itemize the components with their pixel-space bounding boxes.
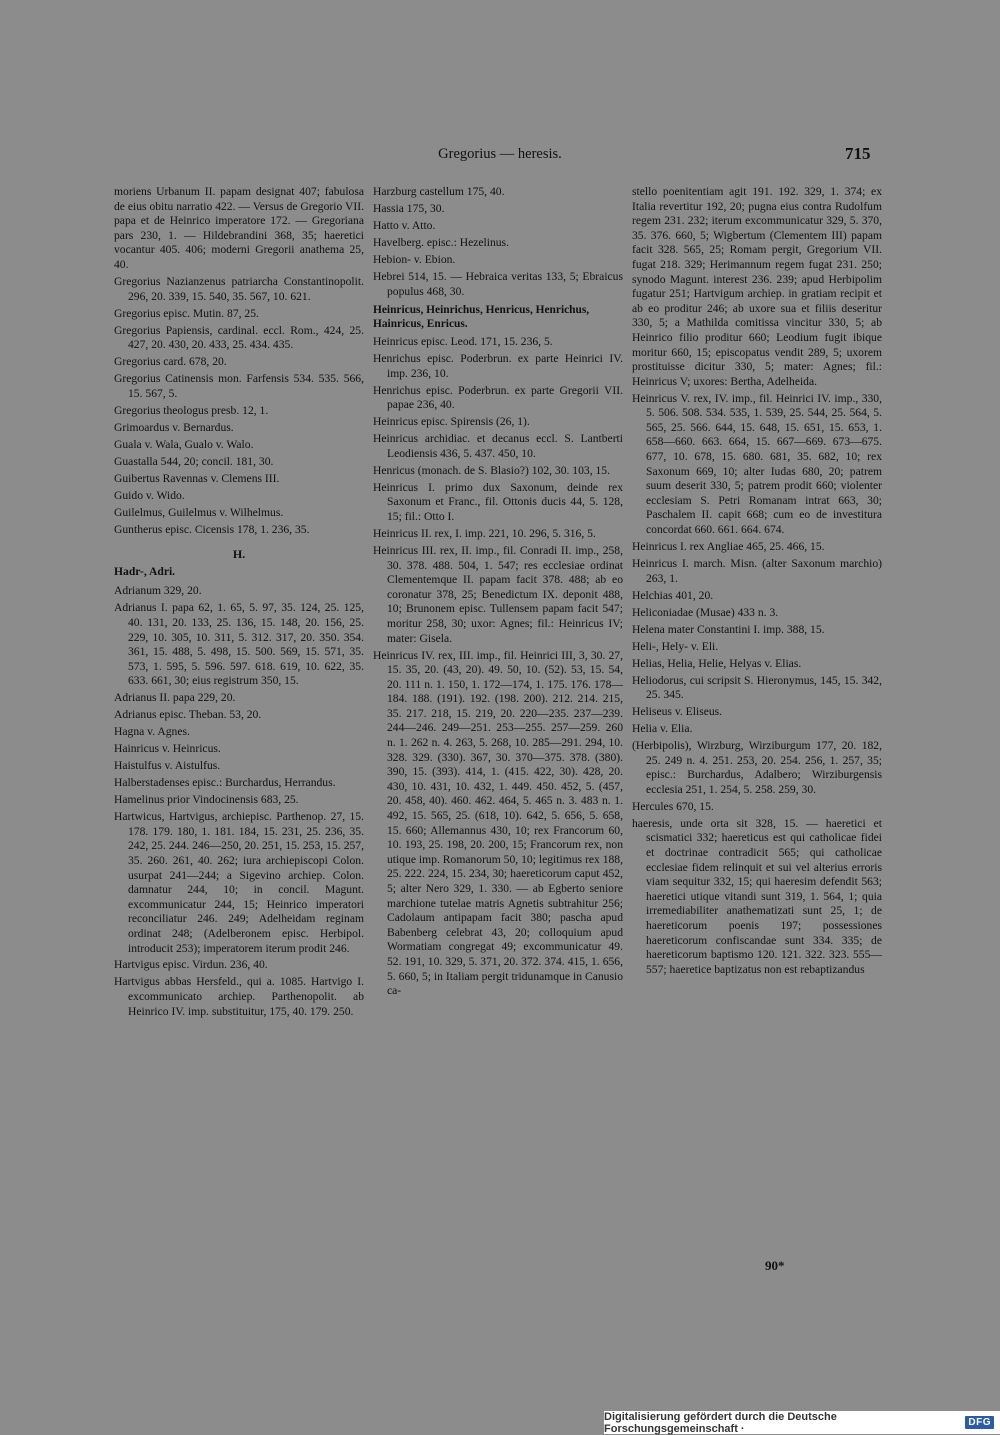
index-column-right bbox=[632, 185, 882, 980]
index-entry: Helena mater Constantini I. imp. 388, 15. bbox=[632, 622, 825, 636]
index-entry: haeresis, unde orta sit 328, 15. — haeretici et scismatici 332; haereticus est qui catholicae fidei et doctrinae contradicit 565; qui catholicae ecclesiae fidem relinquit et sui vel alterius erroris viam sequitur 332, 15; qui haeresim defendit 563; haeretici utique vitandi sunt 319, 1. 564, 1; quia irremediabiliter anathematizati sunt 25, 1; de haereticorum poenis 197; possessiones haereticorum confiscandae sunt 334. 335; de haereticorum baptismo 120. 121. 322. 323. 555—557; haeretice baptizatus non est rebaptizandus bbox=[632, 816, 882, 976]
index-entry: Helchias 401, 20. bbox=[632, 588, 714, 602]
index-entry: Hartvigus episc. Virdun. 236, 40. bbox=[114, 958, 268, 972]
index-entry: Harzburg castellum 175, 40. bbox=[373, 185, 505, 198]
index-entry: Heliseus v. Eliseus. bbox=[632, 705, 723, 719]
index-entry: Haistulfus v. Aistulfus. bbox=[114, 759, 221, 773]
running-title: Gregorius — heresis. bbox=[438, 146, 562, 162]
page-header bbox=[0, 146, 1000, 168]
signature-mark: 90* bbox=[765, 1258, 785, 1273]
index-entry: Halberstadenses episc.: Burchardus, Herrandus. bbox=[114, 776, 336, 790]
index-entry: Heli-, Hely- v. Eli. bbox=[632, 639, 719, 653]
index-entry: Hercules 670, 15. bbox=[632, 799, 714, 813]
index-column-middle bbox=[373, 185, 623, 1001]
index-entry: Heinricus I. primo dux Saxonum, deinde rex Saxonum et Franc., fil. Ottonis ducis 44, 5. 128, 15; fil.: Otto I. bbox=[373, 480, 623, 523]
footer-credit-text: Digitalisierung gefördert durch die Deutsche Forschungsgemeinschaft · bbox=[604, 1410, 837, 1435]
index-entry: Guala v. Wala, Gualo v. Walo. bbox=[114, 437, 254, 451]
index-entry: Hagna v. Agnes. bbox=[114, 725, 190, 739]
index-entry: Heinricus episc. Spirensis (26, 1). bbox=[373, 415, 530, 429]
index-entry: Gregorius Catinensis mon. Farfensis 534. 535. 566, 15. 567, 5. bbox=[114, 372, 364, 400]
index-entry: Guilelmus, Guilelmus v. Wilhelmus. bbox=[114, 505, 284, 519]
index-entry: Hartvigus abbas Hersfeld., qui a. 1085. Hartvigo I. excommunicato archiep. Parthenopolit. ab Heinrico IV. imp. substituitur, 175, 40. 179. 250. bbox=[114, 975, 364, 1018]
index-entry: Heinricus III. rex, II. imp., fil. Conradi II. imp., 258, 30. 378. 488. 504, 1. 547; res ecclesiae ordinat Clementemque II. papam facit 378. 488; ab eo coronatur 378, 25; Benedictum IX. deponit 488, 10; Brunonem episc. Tullensem papam facit 547; moritur 258, 30; uxor: Agnes; fil.: Heinricus IV; mater: Gisela. bbox=[373, 543, 623, 645]
index-entry: Adrianus I. papa 62, 1. 65, 5. 97, 35. 124, 25. 125, 40. 131, 20. 133, 25. 136, 15. 148, 20. 156, 25. 229, 10. 305, 10. 311, 5. 312. 317, 20. 350. 354. 361, 15. 488, 5. 498, 15. 500. 569, 15. 571, 35. 573, 1. 595, 5. 596. 597. 618. 619, 10. 622, 35. 633. 661, 30; eius registrum 350, 15. bbox=[114, 601, 364, 688]
index-entry: moriens Urbanum II. papam designat 407; fabulosa de eius obitu narratio 422. — Versus de Gregorio VII. papa et de Heinrico imperatore 172. — Gregoriana pars 230, 1. — Hildebrandini 368, 35; haeretici vocantur 405. 406; moderni Gregorii anathema 25, 40. bbox=[114, 185, 364, 271]
index-entry: Hainricus v. Heinricus. bbox=[114, 742, 221, 756]
dfg-logo-text: DFG bbox=[965, 1416, 994, 1429]
index-entry: Guibertus Ravennas v. Clemens III. bbox=[114, 471, 280, 485]
index-entry: Helias, Helia, Helie, Helyas v. Elias. bbox=[632, 656, 802, 670]
index-entry: Hassia 175, 30. bbox=[373, 201, 445, 215]
dfg-logo bbox=[965, 1416, 994, 1429]
index-entry: Heliconiadae (Musae) 433 n. 3. bbox=[632, 605, 779, 619]
index-entry: Heinricus IV. rex, III. imp., fil. Heinrici III, 3, 30. 27, 15. 35, 20. (43, 20). 49. 50, 10. (52). 53, 15. 54, 20. 111 n. 1. 150, 1. 172—174, 1. 175. 176. 178—184. 188. (191). 192. (198. 200). 212. 214. 215, 35. 217. 218, 15. 219, 20. 220—235. 237—239. 244—246. 249—251. 253—255. 257—259. 260 n. 1. 262 n. 4. 263, 5. 268, 10. 285—291. 294, 10. 328. 329. (330). 367, 30. 370—375. 378. (380). 390, 15. (393). 414, 1. (415. 422, 30). 428, 20. 430, 10. 431, 10. 432, 1. 449. 450. 452, 5. (457, 20. 458, 40). 460. 462. 464, 5. 465 n. 3. 483 n. 1. 492, 15. 565, 25. (618, 10). 642, 5. 656, 5. 658, 15. 660; Allemannus 430, 10; rex Francorum 60, 10. 193, 25. 198, 20. 200, 15; Francorum rex, non utique imp. Romanorum 50, 10; legitimus rex 188, 25. 222. 224, 15. 234, 30; haereticorum caput 452, 5; alter Nero 329, 1. 330. — ab Egberto seniore marchione tutelae matris Agnetis subtrahitur 256; Cadolaum antipapam facit 380; pascha apud Babenberg celebrat 43, 20; colloquium apud Wormatiam congregat 49; excommunicatur 49. 52. 191, 10. 329, 5. 371, 20. 372. 374. 415, 1. 656, 5. 660, 5; in Italiam pergit tridunamque in Canusio ca- bbox=[373, 648, 623, 998]
index-entry: Heliodorus, cui scripsit S. Hieronymus, 145, 15. 342, 25. 345. bbox=[632, 673, 882, 702]
index-entry: Hebion- v. Ebion. bbox=[373, 252, 456, 266]
index-entry: Grimoardus v. Bernardus. bbox=[114, 420, 234, 434]
subsection-heading: Hadr-, Adri. bbox=[114, 564, 176, 578]
index-entry: Hebrei 514, 15. — Hebraica veritas 133, 5; Ebraicus populus 468, 30. bbox=[373, 269, 623, 298]
index-entry: Guastalla 544, 20; concil. 181, 30. bbox=[114, 454, 274, 468]
index-entry: Heinricus I. rex Angliae 465, 25. 466, 15. bbox=[632, 540, 825, 554]
index-entry: Guido v. Wido. bbox=[114, 488, 185, 502]
index-entry: Heinricus V. rex, IV. imp., fil. Heinrici IV. imp., 330, 5. 506. 508. 534. 535, 1. 539, 25. 544, 25. 564, 5. 565, 25. 566. 644, 15. 648, 15. 651, 15. 653, 1. 658—660. 663. 664, 15. 667—669. 673—675. 677, 10. 678, 15. 680. 681, 35. 682, 10; rex Saxonum 669, 10; alter Iudas 680, 20; patrem suum deserit 330, 5; patrem prodit 660; violenter ecclesiam S. Petri Romanam intrat 663, 30; Paschalem II. capit 668; cum eo de investitura concordat 660. 661. 664. 674. bbox=[632, 391, 882, 537]
index-entry: Heinricus archidiac. et decanus eccl. S. Lantberti Leodiensis 436, 5. 437. 450, 10. bbox=[373, 432, 623, 460]
index-column-left bbox=[114, 185, 364, 1022]
index-entry: Guntherus episc. Cicensis 178, 1. 236, 35. bbox=[114, 522, 310, 536]
index-entry: Gregorius Nazianzenus patriarcha Constantinopolit. 296, 20. 339, 15. 540, 35. 567, 10. 621. bbox=[114, 274, 364, 303]
index-entry: Gregorius Papiensis, cardinal. eccl. Rom., 424, 25. 427, 20. 430, 20. 433, 25. 434. 435. bbox=[114, 323, 364, 352]
index-entry: (Herbipolis), Wirzburg, Wirziburgum 177, 20. 182, 25. 249 n. 4. 251. 253, 20. 254. 256, 1. 257, 35; episc.: Burchardus, Adalbero; Wirziburgensis ecclesia 251, 1. 254, 5. 258. 259, 30. bbox=[632, 739, 882, 796]
index-entry: Henrichus episc. Poderbrun. ex parte Gregorii VII. papae 236, 40. bbox=[373, 383, 623, 412]
index-entry: Gregorius card. 678, 20. bbox=[114, 355, 227, 369]
entry-group-heading: Heinricus, Heinrichus, Henricus, Henrichus, Hainricus, Enricus. bbox=[373, 304, 590, 331]
index-entry: Hatto v. Atto. bbox=[373, 218, 436, 232]
index-entry: Hamelinus prior Vindocinensis 683, 25. bbox=[114, 793, 299, 807]
index-entry: Heinricus I. march. Misn. (alter Saxonum marchio) 263, 1. bbox=[632, 557, 882, 585]
index-entry: Gregorius theologus presb. 12, 1. bbox=[114, 403, 269, 417]
index-entry: Adrianus episc. Theban. 53, 20. bbox=[114, 708, 262, 722]
section-letter-heading: H. bbox=[232, 547, 246, 562]
index-entry: Adrianum 329, 20. bbox=[114, 584, 202, 598]
index-entry: Helia v. Elia. bbox=[632, 722, 693, 736]
index-entry: Adrianus II. papa 229, 20. bbox=[114, 691, 236, 705]
index-entry: Henrichus episc. Poderbrun. ex parte Heinrici IV. imp. 236, 10. bbox=[373, 352, 623, 380]
page-number: 715 bbox=[845, 144, 871, 163]
index-entry: Heinricus II. rex, I. imp. 221, 10. 296, 5. 316, 5. bbox=[373, 526, 596, 540]
footer-banner bbox=[604, 1411, 1000, 1434]
index-entry: Havelberg. episc.: Hezelinus. bbox=[373, 235, 509, 249]
index-entry: stello poenitentiam agit 191. 192. 329, 1. 374; ex Italia revertitur 192, 20; pugna eius contra Rudolfum regem 231. 232; iterum excommunicatur 329, 5. 370, 35. 376. 660, 5; Wigbertum (Clementem III) papam facit 328. 565, 25; Romam pergit, Gregorium VII. fugat 218. 329; Herimannum regem fugat 231. 250; synodo Magunt. interest 236. 239; apud Herbipolim fugatur 251; Hartvigum archiep. in gratiam recipit et ab eo proditur 246; ab uxore sua et filiis deseritur 330, 5; a Mathilda comitissa vincitur 330, 5; ab Heinrico filio proditur 660; Leodium fugit ibique moritur 660, 15; episcopatus vendit 289, 5; uxorem prostituisse dicitur 330, 5; mater: Agnes; fil.: Heinricus V; uxores: Bertha, Adelheida. bbox=[632, 185, 882, 388]
index-entry: Henricus (monach. de S. Blasio?) 102, 30. 103, 15. bbox=[373, 463, 610, 477]
index-entry: Gregorius episc. Mutin. 87, 25. bbox=[114, 306, 259, 320]
index-entry: Hartwicus, Hartvigus, archiepisc. Parthenop. 27, 15. 178. 179. 180, 1. 181. 184, 15. 231, 25. 236, 35. 242, 25. 244. 246—250, 20. 251, 15. 253, 15. 257, 35. 260. 261, 40. 262; iura archiepiscopi Colon. usurpat 241—244; a Sigevino archiep. Colon. damnatur 244, 10; in concil. Magunt. excommunicatur 244, 15; Heinrico imperatori reconciliatur 246. 249; Adelheidam reginam ordinat 248; (Adelberonem episc. Herbipol. introducit 253); imperatorem iterum prodit 246. bbox=[114, 810, 364, 955]
index-entry: Heinricus episc. Leod. 171, 15. 236, 5. bbox=[373, 335, 553, 349]
